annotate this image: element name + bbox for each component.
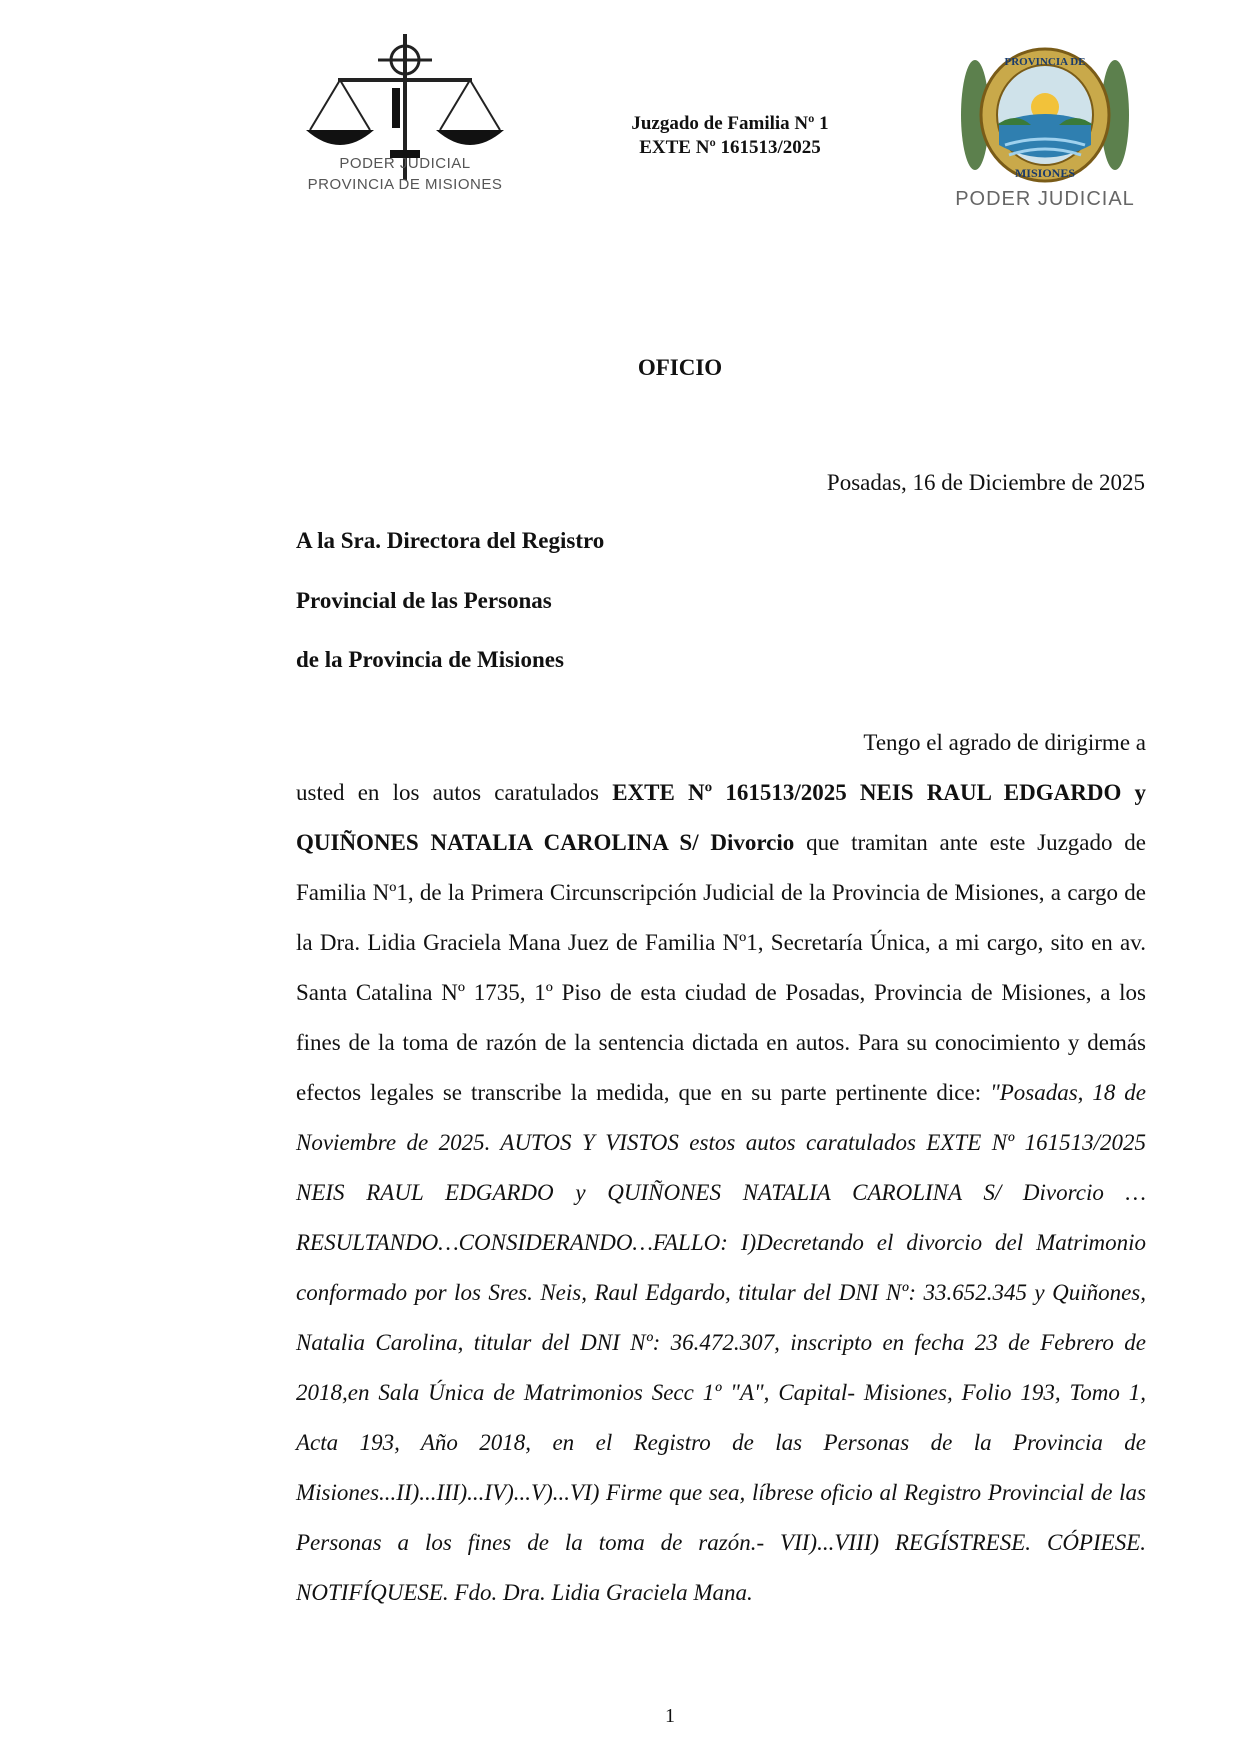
seal-text-bottom: MISIONES <box>1014 166 1076 180</box>
case-number: EXTE Nº 161513/2025 <box>639 137 821 158</box>
document-title: OFICIO <box>637 355 723 380</box>
recipient-line2: Provincial de las Personas <box>296 588 552 613</box>
body-opening: Tengo el agrado de dirigirme a <box>863 730 1146 755</box>
left-logo-caption-line1: PODER JUDICIAL <box>339 155 471 172</box>
body-description: que tramitan ante este Juzgado de Familia Nº1, de la Primera Circunscripción Judicial de la Provincia de Misiones, a cargo de la Dra. Lidia Graciela Mana Juez de Familia Nº1, Secretaría Única, a mi cargo, sito en av. Santa Catalina Nº 1735, 1º Piso de esta ciudad de Posadas, Provincia de Misiones, a los fines de la toma de razón de la sentencia dictada en autos. Para su conocimiento y demás efectos legales se transcribe la medida, que en su parte pertinente dice: <box>296 830 1147 1105</box>
resolution-quote: "Posadas, 18 de Noviembre de 2025. AUTOS Y VISTOS estos autos caratulados EXTE Nº 161513/2025 NEIS RAUL EDGARDO y QUIÑONES NATALIA CAROLINA S/ Divorcio … RESULTANDO…CONSIDERANDO…FALLO: I)Decretando el divorcio del Matrimonio conformado por los Sres. Neis, Raul Edgardo, titular del DNI Nº: 33.652.345 y Quiñones, Natalia Carolina, titular del DNI Nº: 36.472.307, inscripto en fecha 23 de Febrero de 2018,en Sala Única de Matrimonios Secc 1º "A", Capital- Misiones, Folio 193, Tomo 1, Acta 193, Año 2018, en el Registro de las Personas de la Provincia de Misiones...II)...III)...IV)...V)...VI) Firme que sea, líbrese oficio al Registro Provincial de las Personas a los fines de la toma de razón.- VII)...VIII) REGÍSTRESE. CÓPIESE. NOTIFÍQUESE. Fdo. Dra. Lidia Graciela Mana. <box>296 1080 1146 1605</box>
seal-text-top: PROVINCIA DE <box>1004 56 1086 68</box>
page-number: 1 <box>665 1705 675 1727</box>
recipient-line1: A la Sra. Directora del Registro <box>296 528 605 553</box>
court-header <box>600 112 860 160</box>
poder-judicial-logo-right <box>945 45 1145 225</box>
case-title: EXTE Nº 161513/2025 NEIS RAUL EDGARDO y QUIÑONES NATALIA CAROLINA S/ Divorcio <box>296 780 1147 855</box>
body-intro: usted en los autos caratulados <box>296 780 600 805</box>
body-paragraph <box>296 718 1146 1618</box>
document-date: Posadas, 16 de Diciembre de 2025 <box>826 470 1145 495</box>
provincial-seal-icon <box>945 45 1145 185</box>
recipient-line3: de la Provincia de Misiones <box>296 647 564 672</box>
right-logo-caption: PODER JUDICIAL <box>955 188 1135 210</box>
court-name: Juzgado de Familia Nº 1 <box>631 113 829 134</box>
left-logo-caption-line2: PROVINCIA DE MISIONES <box>307 176 503 193</box>
poder-judicial-logo-left <box>300 30 530 220</box>
